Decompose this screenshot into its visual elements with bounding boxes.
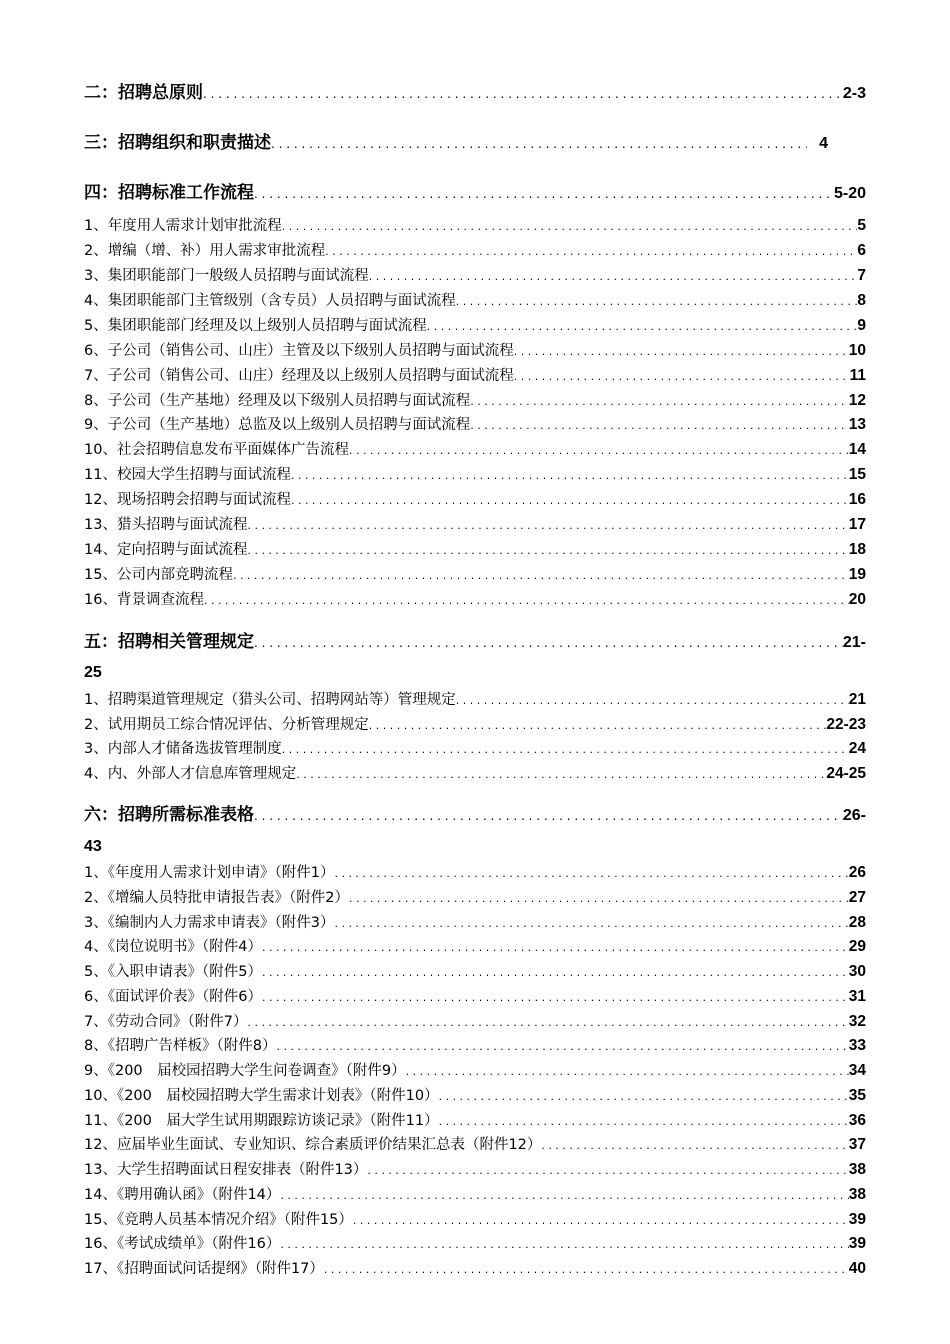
dot-leader <box>456 694 849 707</box>
entry-title: 17、《招聘面试问话提纲》（附件17） <box>84 1261 324 1277</box>
toc-entry[interactable] <box>84 488 866 510</box>
dot-leader <box>203 87 843 101</box>
toc-entry[interactable] <box>84 413 866 435</box>
page-number: 15 <box>848 466 866 484</box>
entry-title: 14、定向招聘与面试流程 <box>84 542 248 559</box>
entry-title: 5、《入职申请表》（附件5） <box>84 964 262 980</box>
entry-title: 4、内、外部人才信息库管理规定 <box>84 766 297 783</box>
dot-leader <box>439 1090 849 1103</box>
entry-title: 2、《增编人员特批申请报告表》（附件2） <box>84 889 349 906</box>
dot-leader <box>369 719 827 732</box>
page-number: 10 <box>848 341 866 359</box>
dot-leader <box>514 345 849 358</box>
dot-leader <box>324 1263 849 1276</box>
toc-entry[interactable] <box>84 463 866 485</box>
page-number: 6 <box>857 241 866 259</box>
entry-title: 13、猎头招聘与面试流程 <box>84 517 248 534</box>
page-number: 21 <box>848 691 866 708</box>
page-number: 28 <box>848 913 866 931</box>
page-number: 30 <box>848 963 866 980</box>
dot-leader <box>254 187 834 201</box>
section-title: 三：招聘组织和职责描述 <box>84 133 271 152</box>
toc-entry[interactable] <box>84 1010 866 1032</box>
section-title: 六：招聘所需标准表格 <box>84 805 254 824</box>
entry-title: 6、子公司（销售公司、山庄）主管及以下级别人员招聘与面试流程 <box>84 342 514 359</box>
dot-leader <box>247 544 848 557</box>
toc-section-5[interactable] <box>84 627 866 651</box>
dot-leader <box>349 444 849 457</box>
toc-entry[interactable] <box>84 289 866 311</box>
toc-entry[interactable] <box>84 1208 866 1230</box>
page-number: 9 <box>857 316 866 334</box>
dot-leader <box>291 469 849 482</box>
entry-title: 13、大学生招聘面试日程安排表（附件13） <box>84 1162 368 1178</box>
toc-entry[interactable] <box>84 1034 866 1056</box>
dot-leader <box>369 270 858 283</box>
page-number: 4 <box>819 135 828 152</box>
entry-title: 3、集团职能部门一般级人员招聘与面试流程 <box>84 267 369 284</box>
dot-leader <box>254 636 843 650</box>
page-number: 39 <box>848 1235 866 1253</box>
page-number: 35 <box>848 1086 866 1104</box>
entry-title: 9、子公司（生产基地）总监及以上级别人员招聘与面试流程 <box>84 417 471 434</box>
page-number-continued: 43 <box>84 838 102 855</box>
toc-section-6[interactable] <box>84 800 866 824</box>
page-number: 7 <box>857 266 866 284</box>
toc-entry[interactable] <box>84 1059 866 1081</box>
entry-title: 3、《编制内人力需求申请表》（附件3） <box>84 914 335 931</box>
toc-entry[interactable] <box>84 538 866 560</box>
toc-entry[interactable] <box>84 364 866 386</box>
dot-leader <box>233 569 849 582</box>
dot-leader <box>291 494 849 507</box>
entry-title: 12、应届毕业生面试、专业知识、综合素质评价结果汇总表（附件12） <box>84 1137 542 1154</box>
entry-title: 7、《劳动合同》（附件7） <box>84 1013 248 1030</box>
toc-entry[interactable] <box>84 239 866 261</box>
toc-entry[interactable] <box>84 1109 866 1131</box>
section-title: 五：招聘相关管理规定 <box>84 632 254 651</box>
page-number: 31 <box>848 987 866 1005</box>
dot-leader <box>282 220 858 233</box>
toc-entry[interactable] <box>84 1232 866 1254</box>
toc-entry[interactable] <box>84 1257 866 1279</box>
page-number: 12 <box>848 391 866 409</box>
page-number-continued: 25 <box>84 664 102 681</box>
toc-entry[interactable] <box>84 737 866 759</box>
entry-title: 10、《200 届校园招聘大学生需求计划表》（附件10） <box>84 1087 439 1104</box>
entry-title: 8、《招聘广告样板》（附件8） <box>84 1038 277 1055</box>
toc-entry[interactable] <box>84 911 866 933</box>
page-number: 38 <box>848 1185 866 1203</box>
dot-leader <box>439 1115 849 1128</box>
page-number: 11 <box>849 366 866 384</box>
entry-title: 1、《年度用人需求计划申请》（附件1） <box>84 865 335 881</box>
page-number: 39 <box>848 1210 866 1228</box>
page-number: 16 <box>848 491 866 509</box>
toc-entry[interactable] <box>84 713 866 735</box>
entry-title: 7、子公司（销售公司、山庄）经理及以上级别人员招聘与面试流程 <box>84 367 514 384</box>
page-number: 21- <box>842 634 866 651</box>
dot-leader <box>280 1238 848 1251</box>
page-number: 38 <box>848 1161 866 1178</box>
page-number: 40 <box>848 1260 866 1277</box>
toc-section-2[interactable] <box>84 78 866 102</box>
page-number: 29 <box>848 938 866 956</box>
entry-title: 12、现场招聘会招聘与面试流程 <box>84 492 291 509</box>
dot-leader <box>334 867 848 880</box>
entry-title: 2、试用期员工综合情况评估、分析管理规定 <box>84 716 369 733</box>
page-number: 27 <box>848 888 866 906</box>
entry-title: 2、增编（增、补）用人需求审批流程 <box>84 242 326 259</box>
page-number: 26- <box>842 807 866 824</box>
dot-leader <box>406 1065 849 1078</box>
dot-leader <box>470 395 849 408</box>
dot-leader <box>325 245 857 258</box>
dot-leader <box>367 1164 848 1177</box>
dot-leader <box>262 991 849 1004</box>
dot-leader <box>470 419 849 432</box>
toc-entry[interactable] <box>84 1084 866 1106</box>
entry-title: 6、《面试评价表》（附件6） <box>84 988 262 1005</box>
dot-leader <box>296 768 826 781</box>
dot-leader <box>262 966 849 979</box>
entry-title: 15、公司内部竞聘流程 <box>84 567 233 584</box>
page-number: 26 <box>848 864 866 881</box>
dot-leader <box>247 1016 848 1029</box>
toc-section-4[interactable] <box>84 178 866 202</box>
dot-leader <box>349 892 849 905</box>
toc-entry[interactable] <box>84 1133 866 1155</box>
dot-leader <box>247 519 848 532</box>
page-number: 5-20 <box>833 185 866 202</box>
toc-entry[interactable] <box>84 264 866 286</box>
entry-title: 10、社会招聘信息发布平面媒体广告流程 <box>84 442 349 459</box>
toc-entry[interactable] <box>84 588 866 610</box>
page-number: 13 <box>848 416 866 434</box>
entry-title: 16、《考试成绩单》（附件16） <box>84 1236 281 1253</box>
entry-title: 9、《200 届校园招聘大学生问卷调查》（附件9） <box>84 1063 406 1079</box>
page-number: 8 <box>857 291 866 309</box>
toc-entry[interactable] <box>84 1183 866 1205</box>
page-number: 24-25 <box>826 765 866 783</box>
toc-entry[interactable] <box>84 861 866 883</box>
entry-title: 5、集团职能部门经理及以上级别人员招聘与面试流程 <box>84 317 427 334</box>
dot-leader <box>204 594 849 607</box>
toc-entry[interactable] <box>84 935 866 957</box>
entry-title: 11、《200 届大学生试用期跟踪访谈记录》（附件11） <box>84 1112 439 1129</box>
toc-entry[interactable] <box>84 886 866 908</box>
entry-title: 4、集团职能部门主管级别（含专员）人员招聘与面试流程 <box>84 292 456 309</box>
page-number: 37 <box>848 1136 866 1154</box>
entry-title: 3、内部人才储备选拔管理制度 <box>84 741 282 758</box>
page-number: 2-3 <box>842 85 866 102</box>
dot-leader <box>514 370 850 383</box>
dot-leader <box>282 743 849 756</box>
dot-leader <box>456 295 858 308</box>
page-number: 22-23 <box>826 715 866 733</box>
toc-entry[interactable] <box>84 214 866 236</box>
entry-title: 16、背景调查流程 <box>84 591 204 608</box>
dot-leader <box>271 137 807 151</box>
toc-entry[interactable] <box>84 389 866 411</box>
toc-entry[interactable] <box>84 563 866 585</box>
dot-leader <box>353 1214 849 1227</box>
page-number: 14 <box>848 441 866 459</box>
toc-section-3[interactable] <box>84 128 828 152</box>
page-number: 18 <box>848 541 866 559</box>
page-number: 36 <box>848 1111 866 1129</box>
dot-leader <box>427 320 858 333</box>
page-number: 5 <box>857 217 866 234</box>
dot-leader <box>254 809 843 823</box>
page-number: 32 <box>848 1012 866 1030</box>
dot-leader <box>280 1189 848 1202</box>
dot-leader <box>276 1040 848 1053</box>
dot-leader <box>334 917 848 930</box>
page-number: 20 <box>848 590 866 608</box>
toc-entry[interactable] <box>84 339 866 361</box>
entry-title: 15、《竞聘人员基本情况介绍》（附件15） <box>84 1211 353 1228</box>
entry-title: 1、招聘渠道管理规定（猎头公司、招聘网站等）管理规定 <box>84 692 456 708</box>
toc-entry[interactable] <box>84 438 866 460</box>
toc-entry[interactable] <box>84 985 866 1007</box>
entry-title: 8、子公司（生产基地）经理及以下级别人员招聘与面试流程 <box>84 392 471 409</box>
entry-title: 11、校园大学生招聘与面试流程 <box>84 467 291 484</box>
section-title: 四：招聘标准工作流程 <box>84 183 254 202</box>
toc-entry[interactable] <box>84 960 866 982</box>
page-number: 34 <box>848 1062 866 1079</box>
section-title: 二：招聘总原则 <box>84 83 203 102</box>
entry-title: 4、《岗位说明书》（附件4） <box>84 939 262 956</box>
dot-leader <box>541 1139 848 1152</box>
entry-title: 14、《聘用确认函》（附件14） <box>84 1186 281 1203</box>
toc-entry[interactable] <box>84 1158 866 1180</box>
toc-entry[interactable] <box>84 762 866 784</box>
page-number: 33 <box>848 1037 866 1055</box>
toc-entry[interactable] <box>84 688 866 710</box>
entry-title: 1、年度用人需求计划审批流程 <box>84 218 282 234</box>
page-number: 17 <box>848 516 866 534</box>
page-number: 19 <box>848 566 866 584</box>
toc-entry[interactable] <box>84 513 866 535</box>
dot-leader <box>262 941 849 954</box>
page-number: 24 <box>848 740 866 758</box>
toc-entry[interactable] <box>84 314 866 336</box>
